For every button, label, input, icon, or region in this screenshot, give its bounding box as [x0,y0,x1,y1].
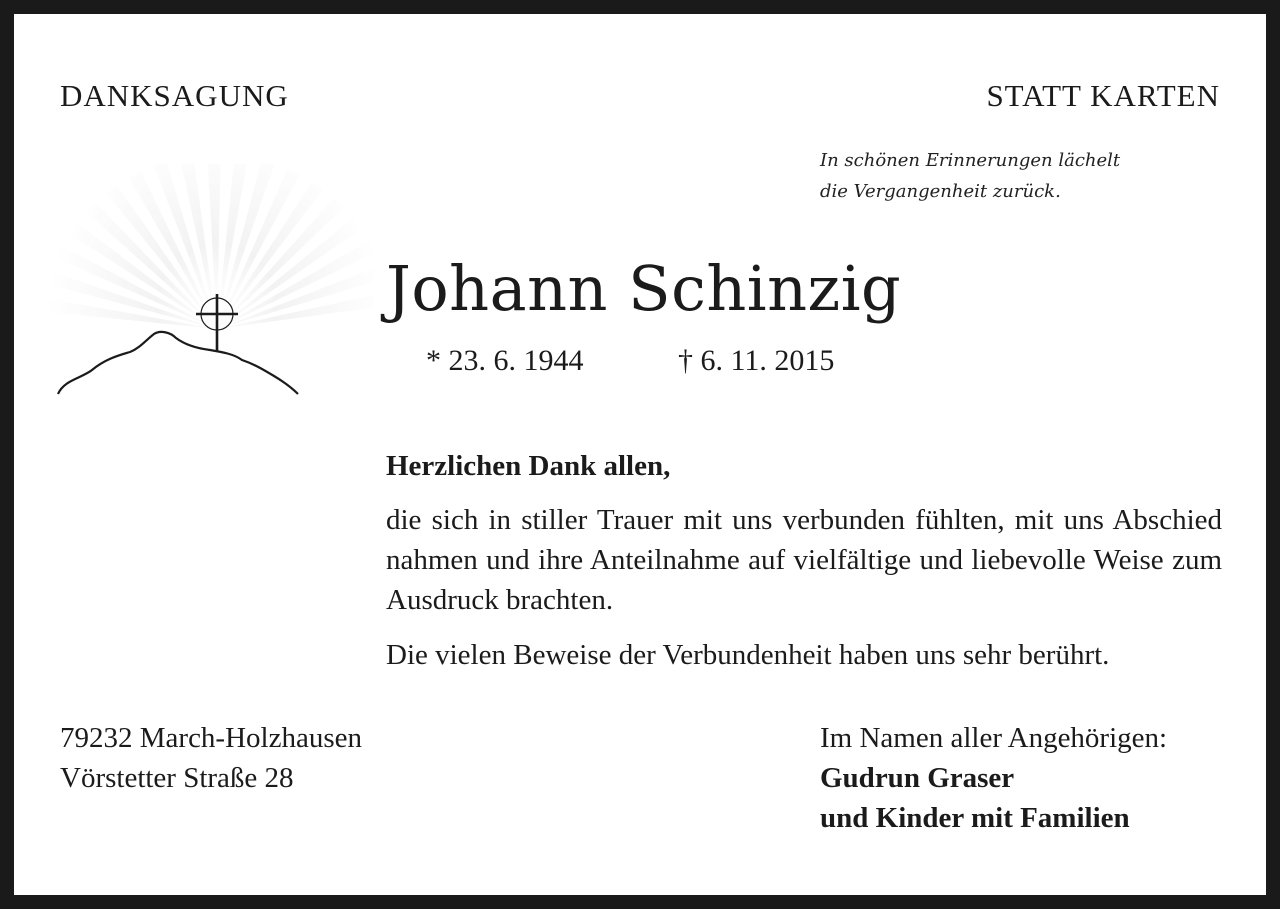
greeting: Herzlichen Dank allen, [386,450,671,482]
sun-ray [106,185,217,329]
message-paragraph-2: Die vielen Beweise der Verbundenheit haben uns sehr berührt. [386,639,1110,671]
quote-line-1: In schönen Erinnerungen lächelt [820,150,1121,171]
quote [820,145,1120,207]
signature-family: und Kinder mit Familien [820,802,1130,834]
sun-rays [43,164,374,329]
deceased-name: Johann Schinzig [386,252,902,325]
signature-name: Gudrun Graser [820,762,1015,794]
header-right-statt-karten: STATT KARTEN [986,78,1220,113]
header-left-danksagung: DANKSAGUNG [60,78,289,113]
address [60,718,362,798]
mountain-outline [58,332,298,394]
address-line-2: Vörstetter Straße 28 [60,762,294,794]
address-line-1: 79232 March-Holzhausen [60,722,362,754]
message-paragraph-1: die sich in stiller Trauer mit uns verbunden fühlten, mit uns Abschied nahmen und ihre Anteilnahme auf vielfältige und liebevolle Weise zum Ausdruck brachten. [386,504,1222,616]
death-date: † 6. 11. 2015 [678,344,835,377]
signature-intro: Im Namen aller Angehörigen: [820,722,1168,754]
mountain-cross-sunrays-icon [34,164,374,404]
sun-ray [217,218,361,329]
obituary-card [14,14,1266,895]
quote-line-2: die Vergangenheit zurück. [820,181,1061,202]
birth-date: * 23. 6. 1944 [426,344,584,377]
signature-block [820,718,1167,838]
